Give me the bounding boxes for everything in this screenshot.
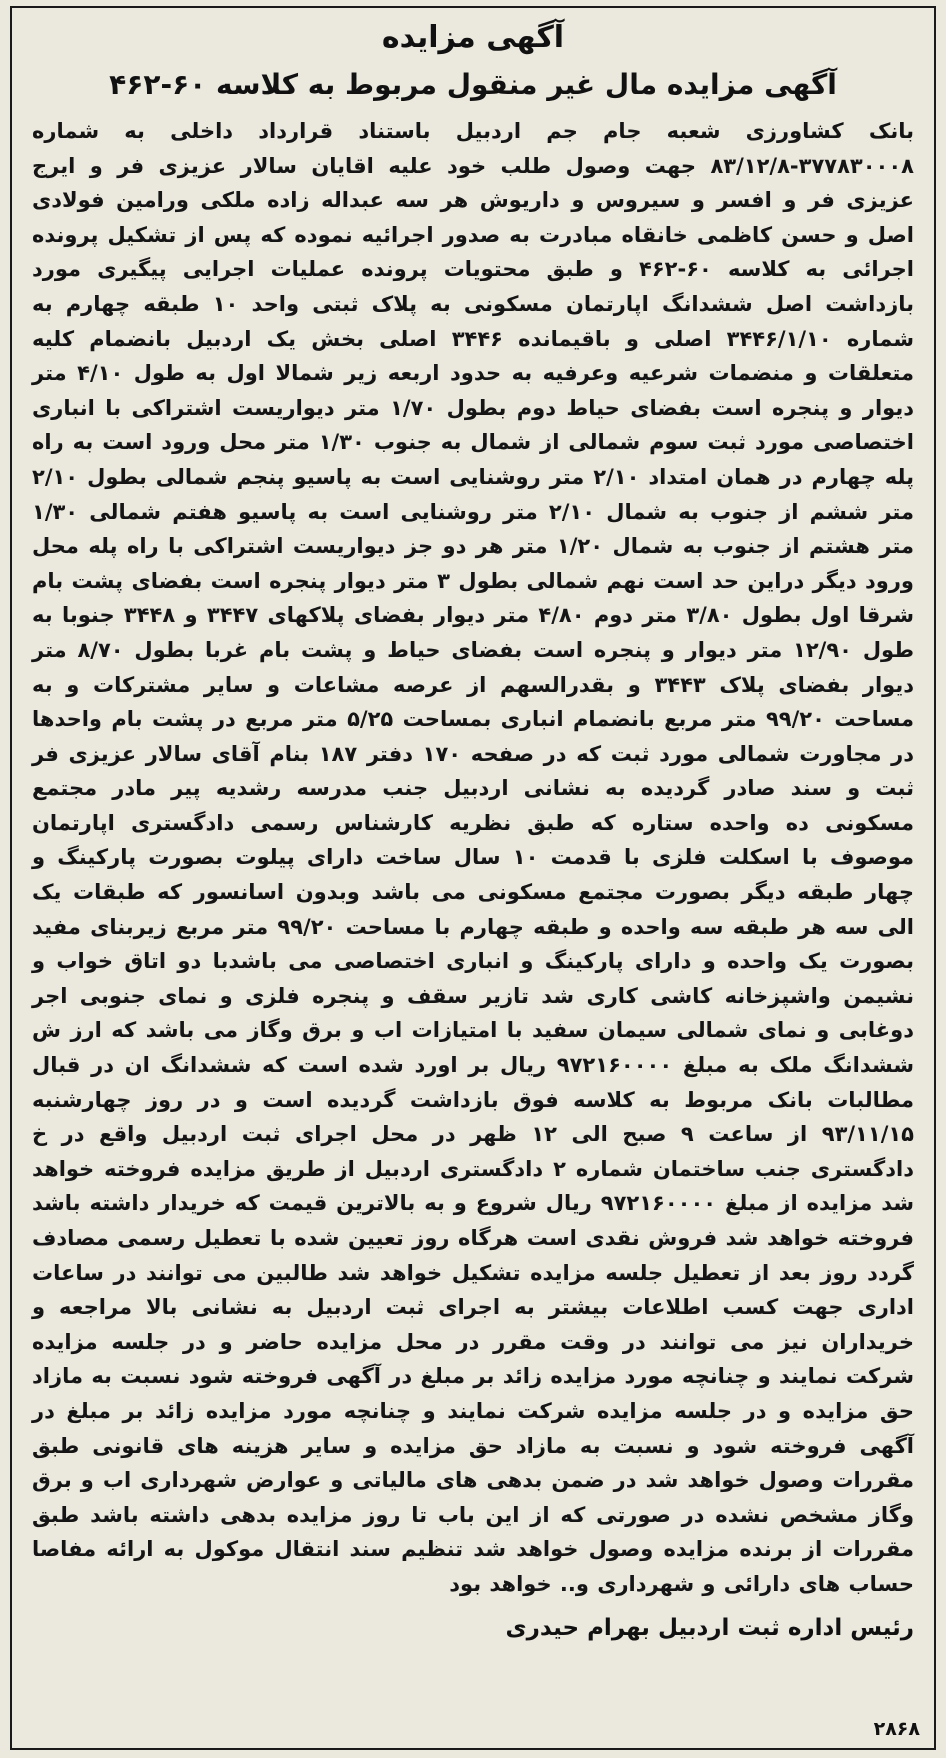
notice-heading: آگهی مزایده xyxy=(381,20,565,55)
notice-number: ۲۸۶۸ xyxy=(873,1718,920,1740)
notice-signature: رئیس اداره ثبت اردبیل بهرام حیدری xyxy=(505,1614,914,1641)
notice-subheading: آگهی مزایده مال غیر منقول مربوط به کلاسه ۶۰-۴۶۲ xyxy=(109,68,837,101)
notice-body: بانک کشاورزی شعبه جام جم اردبیل باستناد قرارداد داخلی به شماره ۳۷۷۸۳۰۰۰۸-۸۳/۱۲/۸ جهت وصول طلب خود علیه اقایان سالار عزیزی فر و ایرج عزیزی فر و افسر و سیروس و داریوش هر سه عبداله زاده ملکی ورامین فولادی اصل و حسن کاظمی خانقاه مبادرت به صدور اجرائیه نموده که پس از تشکیل پرونده اجرائی به کلاسه ۶۰-۴۶۲ و طبق محتویات پرونده عملیات اجرایی پیگیری مورد بازداشت اصل ششدانگ اپارتمان مسکونی به پلاک ثبتی واحد ۱۰ طبقه چهارم به شماره ۳۴۴۶/۱/۱۰ اصلی و باقیمانده ۳۴۴۶ اصلی بخش یک اردبیل بانضمام کلیه متعلقات و منضمات شرعیه وعرفیه به حدود اربعه زیر شمالا اول به طول ۴/۱۰ متر دیوار و پنجره است بفضای حیاط دوم بطول ۱/۷۰ متر دیواریست اشتراکی با انباری اختصاصی مورد ثبت سوم شمالی از شمال به جنوب ۱/۳۰ متر محل ورود است به راه پله چهارم در همان امتداد ۲/۱۰ متر روشنایی است به پاسیو پنجم شمالی بطول ۲/۱۰ متر ششم از جنوب به شمال ۲/۱۰ متر روشنایی است به پاسیو هفتم شمالی ۱/۳۰ متر هشتم از جنوب به شمال ۱/۲۰ متر هر دو جز دیواریست اشتراکی با راه پله محل ورود دیگر دراین حد است نهم شمالی بطول ۳ متر دیوار پنجره است بفضای پشت بام شرقا اول بطول ۳/۸۰ متر دوم ۴/۸۰ متر دیوار بفضای پلاکهای ۳۴۴۷ و ۳۴۴۸ جنوبا به طول ۱۲/۹۰ متر دیوار و پنجره است بفضای حیاط و پشت بام غربا بطول ۸/۷۰ متر دیوار بفضای پلاک ۳۴۴۳ و بقدرالسهم از عرصه مشاعات و سایر مشترکات و به مساحت ۹۹/۲۰ متر مربع بانضمام انباری بمساحت ۵/۲۵ متر مربع در پشت بام واحدها در مجاورت شمالی مورد ثبت که در صفحه ۱۷۰ دفتر ۱۸۷ بنام آقای سالار عزیزی فر ثبت و سند صادر گردیده به نشانی اردبیل جنب مدرسه رشدیه پیر مادر مجتمع مسکونی ده واحده ستاره که طبق نظریه کارشناس رسمی دادگستری اپارتمان موصوف با اسکلت فلزی با قدمت ۱۰ سال ساخت دارای پیلوت بصورت پارکینگ و چهار طبقه دیگر بصورت مجتمع مسکونی می باشد وبدون اسانسور که طبقات یک الی سه هر طبقه سه واحده و طبقه چهارم با مساحت ۹۹/۲۰ متر مربع زیربنای مفید بصورت یک واحده و دارای پارکینگ و انباری اختصاصی می باشدبا دو اتاق خواب و نشیمن واشپزخانه کاشی کاری شد تازیر سقف و پنجره فلزی و نمای جنوبی اجر دوغابی و نمای شمالی سیمان سفید با امتیازات اب و برق وگاز می باشد که ارز ش ششدانگ ملک به مبلغ ۹۷۲۱۶۰۰۰۰ ریال بر اورد شده است که ششدانگ ان در قبال مطالبات بانک مربوط به کلاسه فوق بازداشت گردیده است و در روز چهارشنبه ۹۳/۱۱/۱۵ از ساعت ۹ صبح الی ۱۲ ظهر در محل اجرای ثبت اردبیل واقع در خ دادگستری جنب ساختمان شماره ۲ دادگستری اردبیل از طریق مزایده فروخته خواهد شد مزایده از مبلغ ۹۷۲۱۶۰۰۰۰ ریال شروع و به بالاترین قیمت که خریدار داشته باشد فروخته خواهد شد فروش نقدی است هرگاه روز تعیین شده با تعطیل رسمی مصادف گردد روز بعد از تعطیل جلسه مزایده تشکیل خواهد شد طالبین می توانند در ساعات اداری جهت کسب اطلاعات بیشتر به اجرای ثبت اردبیل به نشانی بالا مراجعه و خریداران نیز می توانند در وقت مقرر در محل مزایده حاضر و در جلسه مزایده شرکت نمایند و چنانچه مورد مزایده زائد بر مبلغ در آگهی فروخته شود نسبت به مازاد حق مزایده و در جلسه مزایده شرکت نمایند و چنانچه مورد مزایده زائد بر مبلغ در آگهی فروخته شود و نسبت به مازاد حق مزایده و سایر هزینه های قانونی طبق مقررات وصول خواهد شد در ضمن بدهی های مالیاتی و عوارض شهرداری اب و برق وگاز مشخص نشده در صورتی که از این باب تا روز مزایده بدهی داشته باشد طبق مقررات از برنده مزایده وصول خواهد شد تنظیم سند انتقال موکول به ارائه مفاصا حساب های دارائی و شهرداری و.. خواهد بود xyxy=(32,119,915,1596)
notice-frame xyxy=(10,6,936,1750)
